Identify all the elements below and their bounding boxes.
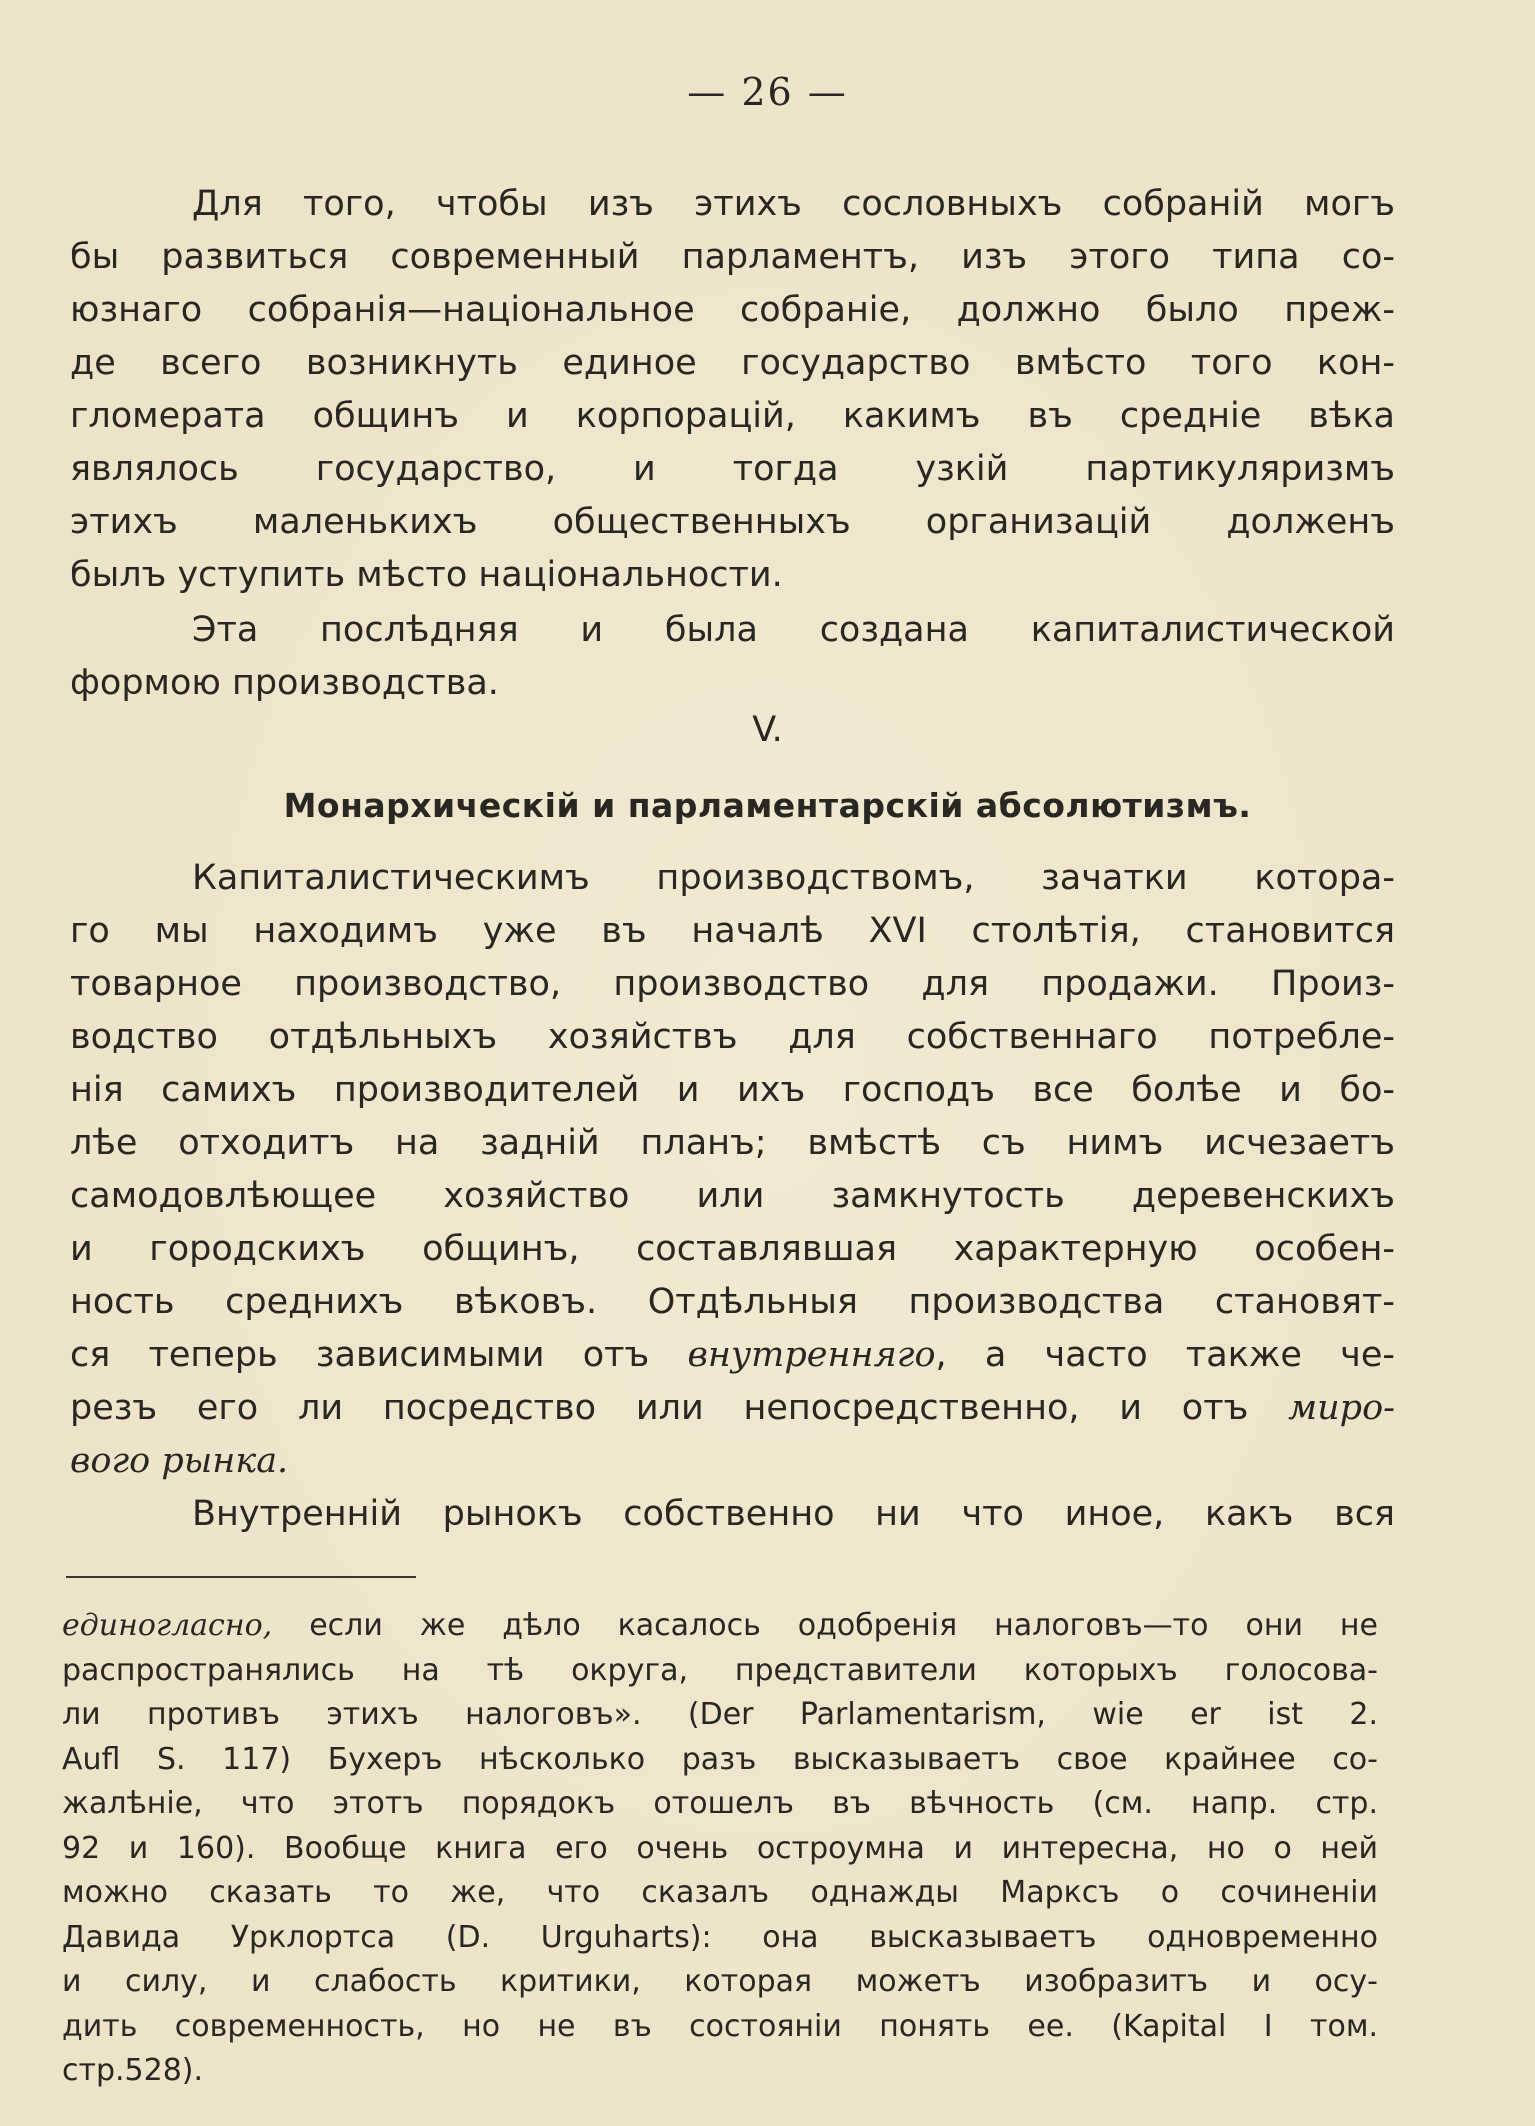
text-line: этихъ маленькихъ общественныхъ организацій долженъ xyxy=(70,502,1395,542)
text-line: былъ уступить мѣсто національности. xyxy=(70,555,783,595)
footnote-line: распространялись на тѣ округа, представители которыхъ голосова- xyxy=(62,1652,1378,1688)
italic-term: вого рынка. xyxy=(70,1441,289,1481)
footnote-line: дить современность, но не въ состояніи понять ее. (Kapital I том. xyxy=(62,2008,1378,2044)
footnote-line: и силу, и слабость критики, которая можетъ изобразитъ и осу- xyxy=(62,1964,1378,1999)
footnote-line: можно сказать то же, что сказалъ однажды Марксъ о сочиненіи xyxy=(62,1875,1378,1910)
text-line: го мы находимъ уже въ началѣ XVI столѣтія, становится xyxy=(70,911,1395,951)
paragraph-4 xyxy=(70,1488,1395,1541)
footnote-line: стр.528). xyxy=(62,2053,204,2088)
text-line: Внутренній рынокъ собственно ни что иное, какъ вся xyxy=(192,1494,1395,1534)
text-run: резъ его ли посредство или непосредственно, и отъ xyxy=(70,1388,1289,1428)
section-title: Монархическій и парламентарскій абсолютизмъ. xyxy=(283,786,1252,825)
text-run: , а часто также че- xyxy=(935,1335,1395,1375)
page-number: — 26 — xyxy=(687,70,848,114)
italic-term: внутренняго xyxy=(687,1335,936,1375)
text-line: нія самихъ производителей и ихъ господъ все болѣе и бо- xyxy=(70,1070,1395,1110)
footnote-line: Давида Урклортса (D. Urguharts): она высказываетъ одновременно xyxy=(62,1919,1378,1955)
italic-term: миро- xyxy=(1288,1388,1395,1428)
text-line: товарное производство, производство для продажи. Произ- xyxy=(70,964,1395,1004)
text-line: бы развиться современный парламентъ, изъ этого типа со- xyxy=(70,237,1395,277)
text-line: лѣе отходитъ на заднiй планъ; вмѣстѣ съ нимъ исчезаетъ xyxy=(70,1123,1395,1163)
text-line: де всего возникнуть единое государство вмѣсто того кон- xyxy=(70,343,1395,383)
text-line: Капиталистическимъ производствомъ, зачатки котора- xyxy=(192,858,1395,898)
footnote xyxy=(62,1604,1378,2094)
text-line: формою производства. xyxy=(70,663,499,703)
footnote-line: Aufl S. 117) Бухеръ нѣсколько разъ высказываетъ свое крайнее со- xyxy=(62,1741,1378,1777)
text-line: гломерата общинъ и корпорацій, какимъ въ средніе вѣка xyxy=(70,396,1395,436)
footnote-line: жалѣніе, что этотъ порядокъ отошелъ въ вѣчность (см. напр. стр. xyxy=(62,1786,1378,1821)
italic-term: единогласно, xyxy=(62,1608,273,1643)
text-line: ность среднихъ вѣковъ. Отдѣльныя производства становят- xyxy=(70,1282,1395,1322)
text-line xyxy=(70,1382,1395,1435)
text-line: Для того, чтобы изъ этихъ сословныхъ собраній могъ xyxy=(192,184,1395,224)
footnote-line: 92 и 160). Вообще книга его очень остроумна и интересна, но о ней xyxy=(62,1830,1378,1866)
text-run: ся теперь зависимыми отъ xyxy=(70,1335,688,1375)
text-line xyxy=(70,1435,1395,1488)
text-line: самодовлѣющее хозяйство или замкнутость деревенскихъ xyxy=(70,1176,1395,1216)
footnote-line: ли противъ этихъ налоговъ». (Der Parlamentarism, wie er ist 2. xyxy=(62,1697,1378,1732)
footnote-divider xyxy=(66,1576,416,1578)
text-line xyxy=(70,1329,1395,1382)
text-line: и городскихъ общинъ, составлявшая характерную особен- xyxy=(70,1229,1395,1269)
paragraph-1 xyxy=(70,178,1395,602)
paragraph-2 xyxy=(70,604,1395,710)
section-number: V. xyxy=(752,710,783,750)
footnote-line xyxy=(62,1604,1378,1649)
text-line: водство отдѣльныхъ хозяйствъ для собственнаго потребле- xyxy=(70,1017,1395,1057)
text-line: юзнаго собранія—національное собраніе, должно было преж- xyxy=(70,290,1395,330)
paragraph-3 xyxy=(70,852,1395,1488)
text-line: являлось государство, и тогда узкій партикуляризмъ xyxy=(70,449,1395,489)
text-run: если же дѣло касалось одобренія налоговъ—то они не xyxy=(272,1608,1378,1643)
text-line: Эта послѣдняя и была создана капиталистической xyxy=(192,610,1395,650)
